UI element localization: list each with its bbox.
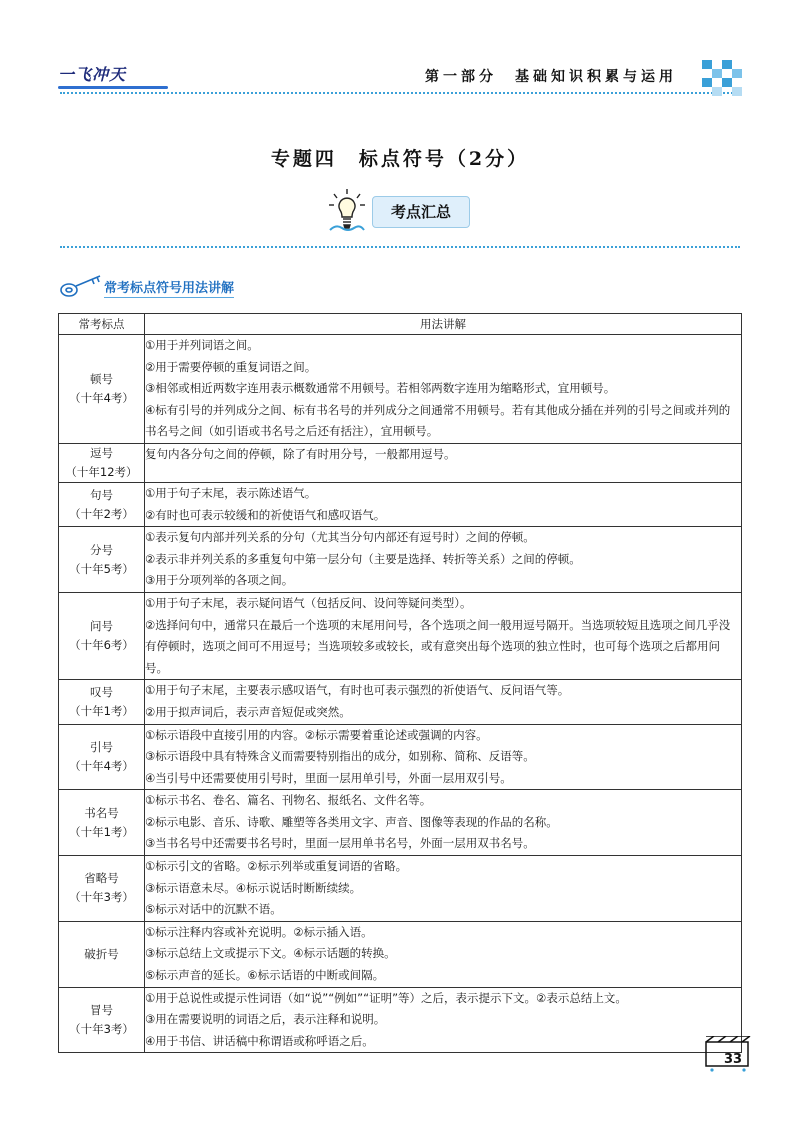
checker-decoration: [702, 60, 742, 96]
page-header: [0, 0, 800, 100]
punctuation-name: 句号: [90, 487, 113, 502]
punctuation-name: 省略号: [84, 871, 119, 886]
usage-line: ②标示电影、音乐、诗歌、雕塑等各类用文字、声音、图像等表现的作品的名称。: [145, 814, 558, 829]
table-row: [59, 592, 742, 679]
punctuation-name-cell: [59, 335, 145, 444]
usage-cell: [145, 527, 742, 593]
usage-line: ①标示注释内容或补充说明。②标示插入语。: [145, 924, 373, 939]
table-row: [59, 856, 742, 922]
table-row: [59, 987, 742, 1053]
usage-line: ②表示非并列关系的多重复句中第一层分句（主要是选择、转折等关系）之间的停顿。: [145, 551, 581, 566]
usage-line: ①用于句子末尾，表示疑问语气（包括反问、设问等疑问类型）。: [145, 595, 472, 610]
page-number: 33: [724, 1052, 743, 1067]
punctuation-name: 逗号: [90, 445, 113, 460]
punctuation-name: 书名号: [84, 805, 119, 820]
section-badge: 考点汇总: [372, 196, 470, 228]
table-row: [59, 680, 742, 724]
usage-cell: [145, 592, 742, 679]
usage-cell: [145, 482, 742, 526]
brand-logo-text: 一飞冲天: [58, 65, 127, 84]
exam-frequency: （十年3考）: [69, 1022, 134, 1037]
table-row: [59, 724, 742, 790]
usage-cell: [145, 724, 742, 790]
usage-cell: [145, 335, 742, 444]
usage-line: ①用于并列词语之间。: [145, 338, 259, 352]
usage-line: ③标示语段中具有特殊含义而需要特别指出的成分，如别称、简称、反语等。: [145, 749, 535, 764]
punctuation-name-cell: [59, 482, 145, 526]
lightbulb-icon: [328, 188, 366, 232]
usage-cell: [145, 443, 742, 482]
key-icon: [58, 272, 108, 300]
usage-line: ②有时也可表示较缓和的祈使语气和感叹语气。: [145, 507, 386, 522]
table-row: [59, 921, 742, 987]
punctuation-name-cell: [59, 856, 145, 922]
exam-frequency: （十年1考）: [69, 824, 134, 839]
header-dotted-rule: [60, 92, 740, 94]
punctuation-name: 顿号: [90, 371, 113, 386]
usage-line: ①标示语段中直接引用的内容。②标示需要着重论述或强调的内容。: [145, 727, 488, 742]
usage-line: ③相邻或相近两数字连用表示概数通常不用顿号。若相邻两数字连用为缩略形式，宜用顿号。: [145, 381, 616, 396]
table-row: [59, 482, 742, 526]
usage-line: ③标示总结上文或提示下文。④标示话题的转换。: [145, 946, 396, 961]
part-title: 第一部分 基础知识积累与运用: [425, 69, 677, 85]
usage-line: ③用于分项列举的各项之间。: [145, 573, 294, 588]
punctuation-name-cell: [59, 987, 145, 1053]
exam-frequency: （十年2考）: [69, 506, 134, 521]
usage-line: ④标有引号的并列成分之间、标有书名号的并列成分之间通常不用顿号。若有其他成分插在并列的引号之间或并列的书名号之间（如引语或书名号之后还有括注），宜用顿号。: [145, 402, 731, 439]
punctuation-name-cell: [59, 592, 145, 679]
punctuation-name-cell: [59, 680, 145, 724]
usage-line: ②用于需要停顿的重复词语之间。: [145, 359, 317, 374]
usage-line: ③标示语意未尽。④标示说话时断断续续。: [145, 880, 362, 895]
punctuation-table: [58, 313, 742, 1053]
exam-frequency: （十年4考）: [69, 758, 134, 773]
exam-frequency: （十年5考）: [69, 561, 134, 576]
usage-line: 复句内各分句之间的停顿，除了有时用分号，一般都用逗号。: [145, 446, 456, 461]
table-row: [59, 527, 742, 593]
usage-cell: [145, 790, 742, 856]
exam-frequency: （十年1考）: [69, 703, 134, 718]
exam-frequency: （十年6考）: [69, 638, 134, 653]
punctuation-name: 叹号: [90, 684, 113, 699]
usage-line: ⑤标示对话中的沉默不语。: [145, 902, 282, 917]
punctuation-name: 冒号: [90, 1003, 113, 1018]
usage-line: ③当书名号中还需要书名号时，里面一层用单书名号，外面一层用双书名号。: [145, 836, 535, 851]
exam-frequency: （十年3考）: [69, 890, 134, 905]
punctuation-name: 破折号: [84, 946, 119, 961]
table-row: [59, 443, 742, 482]
punctuation-name-cell: [59, 527, 145, 593]
section-title: 常考标点符号用法讲解: [104, 277, 234, 298]
punctuation-name-cell: [59, 790, 145, 856]
brand-underline: [58, 86, 168, 89]
usage-line: ⑤标示声音的延长。⑥标示话语的中断或间隔。: [145, 968, 385, 983]
column-header-mark: 常考标点: [59, 314, 145, 335]
usage-line: ①用于总说性或提示性词语（如“说”“例如”“证明”等）之后，表示提示下文。②表示总结上文。: [145, 990, 627, 1005]
usage-line: ①用于句子末尾，主要表示感叹语气，有时也可表示强烈的祈使语气、反问语气等。: [145, 683, 570, 698]
topic-title: 专题四 标点符号（2分）: [270, 148, 530, 170]
usage-line: ②选择问句中，通常只在最后一个选项的末尾用问号，各个选项之间一般用逗号隔开。当选项较短且选项之间几乎没有停顿时，选项之间可不用逗号；当选项较多或较长，或有意突出每个选项的独立性时，也可每个选项之后都用问号。: [145, 617, 731, 675]
section-dotted-rule: [60, 246, 740, 248]
usage-line: ①表示复句内部并列关系的分句（尤其当分句内部还有逗号时）之间的停顿。: [145, 530, 535, 545]
usage-line: ①标示引文的省略。②标示列举或重复词语的省略。: [145, 859, 408, 874]
usage-line: ①用于句子末尾，表示陈述语气。: [145, 485, 317, 500]
table-row: [59, 790, 742, 856]
table-row: [59, 335, 742, 444]
usage-line: ④当引号中还需要使用引号时，里面一层用单引号，外面一层用双引号。: [145, 770, 512, 785]
punctuation-name: 问号: [90, 619, 113, 634]
usage-cell: [145, 987, 742, 1053]
usage-line: ④用于书信、讲话稿中称谓语或称呼语之后。: [145, 1033, 374, 1048]
exam-frequency: （十年4考）: [69, 390, 134, 405]
exam-frequency: （十年12考）: [65, 464, 138, 479]
usage-cell: [145, 680, 742, 724]
usage-cell: [145, 856, 742, 922]
usage-line: ①标示书名、卷名、篇名、刊物名、报纸名、文件名等。: [145, 793, 432, 808]
usage-cell: [145, 921, 742, 987]
punctuation-name-cell: [59, 443, 145, 482]
punctuation-name: 引号: [90, 739, 113, 754]
column-header-usage: 用法讲解: [145, 314, 742, 335]
usage-line: ②用于拟声词后，表示声音短促或突然。: [145, 704, 351, 719]
usage-line: ③用在需要说明的词语之后，表示注释和说明。: [145, 1012, 386, 1027]
table-header-row: [59, 314, 742, 335]
punctuation-name: 分号: [90, 542, 113, 557]
punctuation-name-cell: [59, 724, 145, 790]
punctuation-name-cell: [59, 921, 145, 987]
